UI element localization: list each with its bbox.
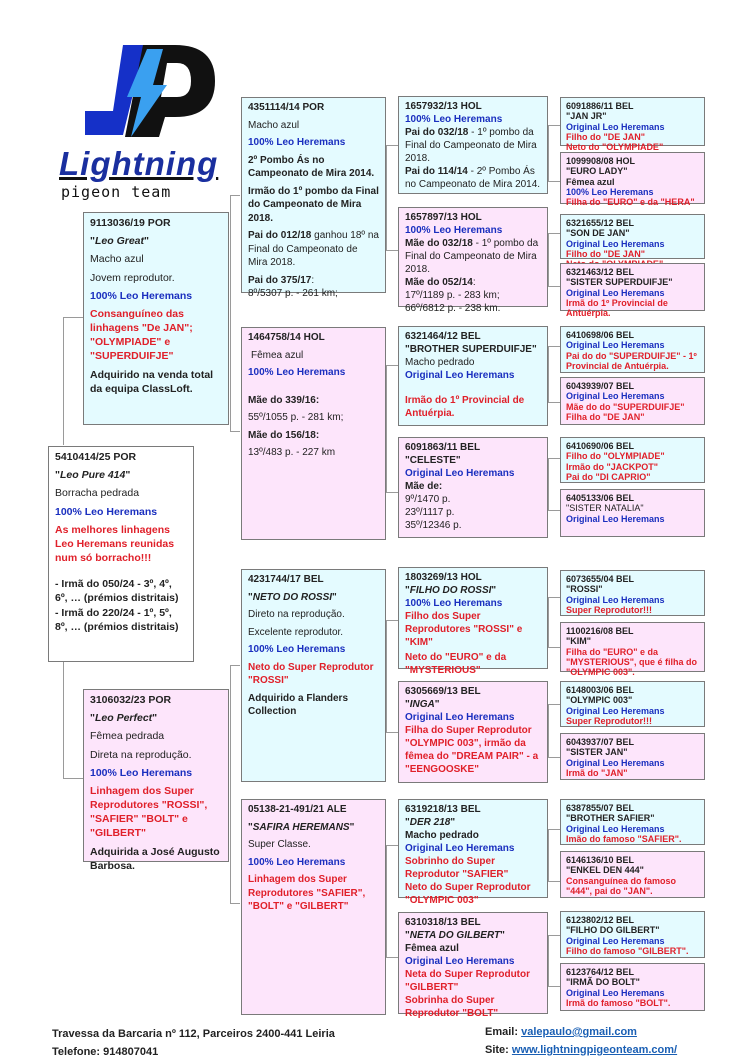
ggp-card[interactable] [398,799,548,906]
ring-number: 6321463/12 BEL [566,267,635,277]
note: Filho dos Super Reprodutores "ROSSI" e "KIM" [405,611,523,648]
note: Pai do "DI CAPRIO" [566,472,651,483]
ggp-card[interactable] [398,437,548,538]
gggp-card[interactable] [560,681,705,727]
ring-number: 1100216/08 BEL [566,626,634,636]
connector [548,510,560,511]
ring-number: 5410414/25 POR [55,451,137,463]
connector [386,365,387,492]
achievement: Irmão do 1º pombo da Final do Campeonato de Mira 2018. [248,185,379,224]
connector [548,597,560,598]
note: Filha do Super Reprodutor "OLYMPIC 003", irmão da fêmea do "DREAM PAIR" - a "EENGOOSKE" [405,725,539,775]
connector [230,431,240,432]
description: Borracha pedrada [55,487,140,500]
connector [548,881,560,882]
achievement: Mãe do 052/14: [405,277,476,288]
connector [548,346,549,402]
connector [230,195,240,196]
pigeon-name: "Leo Perfect" [90,712,158,725]
note: Super Reprodutor!!! [566,716,652,727]
pigeon-name: "BROTHER SUPERDUIFJE" [405,344,537,355]
origin: Original Leo Heremans [405,712,515,723]
pigeon-name: "FILHO DO ROSSI" [405,585,497,596]
result: 55º/1055 p. - 281 km; [248,412,344,423]
gggp-card[interactable] [560,489,705,537]
connector [548,647,560,648]
origin: Original Leo Heremans [566,935,665,946]
origin: 100% Leo Heremans [248,856,346,868]
connector [386,492,398,493]
connector [386,365,398,366]
subject-card[interactable] [48,446,194,662]
ring-number: 6073655/04 BEL [566,574,635,584]
origin: Original Leo Heremans [566,513,665,524]
pigeon-name: "EURO LADY" [566,166,628,177]
origin: 100% Leo Heremans [405,114,503,125]
connector [548,233,549,286]
ring-number: 6310318/13 BEL [405,917,481,928]
ggp-card[interactable] [398,96,548,194]
achievement: - Irmã do 220/24 - 1º, 5º, 8º, … (prémios distritais) [55,606,179,633]
connector [548,125,560,126]
description: Macho azul [248,119,300,131]
note: Pai do do "SUPERDUIFJE" - 1º Provincial de Antuérpia. [566,350,697,372]
connector [386,250,398,251]
achievement: - Irmã do 050/24 - 3º, 4º, 6º, … (prémios distritais) [55,578,179,605]
connector [548,346,560,347]
logo-title: Lightning [59,145,219,182]
result: 8º/5307 p. - 261 km; [248,288,338,299]
note: Irmã do "JAN" [566,768,628,779]
address: Travessa da Barcaria nº 112, Parceiros 2400-441 Leiria [52,1028,335,1040]
ring-number: 1657932/13 HOL [405,101,482,112]
origin: Original Leo Heremans [405,843,515,854]
note: Sobrinho do Super Reprodutor "SAFIER" [405,856,509,880]
note: Neto do Super Reprodutor "OLYMPIC 003" [405,882,531,906]
origin: Original Leo Heremans [566,287,665,298]
pigeon-name: "DER 218" [405,817,456,828]
ggp-card[interactable] [398,681,548,783]
ring-number: 4351114/14 POR [248,102,325,113]
ring-number: 1464758/14 HOL [248,332,325,343]
note: Filho do famoso "GILBERT". [566,946,689,957]
achievement: Pai do 375/17: [248,274,315,286]
pigeon-name: "ROSSI" [566,584,603,595]
origin: Original Leo Heremans [566,823,665,834]
result: 66º/6812 p. - 238 km. [405,303,501,314]
ggp-card[interactable] [398,912,548,1019]
note: Mãe do do "SUPERDUIFJE" [566,401,685,412]
footer-address-block [52,1025,335,1061]
connector [63,317,64,445]
connector [63,778,83,779]
site-link[interactable]: www.lightningpigeonteam.com/ [511,1044,678,1056]
connector [63,317,83,318]
description: Jovem reprodutor. [90,271,175,284]
note: Imão do famoso "SAFIER". [566,834,682,845]
granddam-paternal-card[interactable] [241,327,386,540]
connector [230,195,231,431]
origin: 100% Leo Heremans [55,505,158,518]
note: Filho do "OLYMPIADE" [566,451,665,462]
ring-number: 6319218/13 BEL [405,804,481,815]
lightning-logo [55,45,235,205]
note: Filho do "DE JAN" [566,132,646,143]
gggp-card[interactable] [560,570,705,616]
gggp-card[interactable] [560,377,705,425]
footer-contact-block [485,1023,677,1059]
pigeon-name: "CELESTE" [405,455,461,466]
gggp-card[interactable] [560,437,705,483]
sire-card[interactable] [83,212,229,425]
ggp-card[interactable] [398,326,548,426]
origin: Original Leo Heremans [566,340,665,351]
note: Neto do "OLYMPIADE" [566,142,664,153]
gggp-card[interactable] [560,851,705,898]
note: Neta do Super Reprodutor "GILBERT" [405,969,531,993]
pigeon-name: "ENKEL DEN 444" [566,865,644,876]
achievement: Pai do 012/18 ganhou 18º na Final do Campeonato de Mira 2018. [248,230,379,268]
origin: 100% Leo Heremans [90,766,193,779]
ring-number: 6305669/13 BEL [405,686,481,697]
description: Fêmea azul [251,349,304,361]
ring-number: 3106032/23 POR [90,694,172,706]
origin: 100% Leo Heremans [405,598,503,609]
note: Consanguínea do famoso "444", pai do "JAN". [566,875,677,897]
note: Consanguíneo das linhagens "De JAN"; "OLYMPIADE" e "SUPERDUIFJE" [90,307,193,363]
connector [548,935,549,986]
note: Filha do "EURO" e da "MYSTERIOUS", que é filha do "OLYMPIC 003". [566,646,698,678]
achievement: Mãe do 156/18: [248,429,320,441]
grandsire-paternal-card[interactable] [241,97,386,299]
origin: Original Leo Heremans [566,757,665,768]
result: 35º/12346 p. [405,520,462,531]
origin: Original Leo Heremans [566,238,665,249]
note: Filho do "DE JAN" [566,249,646,260]
connector [386,845,398,846]
description: Direto na reprodução. [248,609,345,620]
connector [386,957,398,958]
pigeon-name: "NETO DO ROSSI" [248,591,337,603]
result: 17º/1189 p. - 283 km; [405,290,500,301]
ggp-card[interactable] [398,207,548,314]
gggp-card[interactable] [560,622,705,678]
description: Fêmea pedrada [90,730,165,743]
connector [548,458,560,459]
note: Neto do "EURO" e da "MYSTERIOUS" [405,652,507,676]
pigeon-name: "JAN JR" [566,111,607,122]
acquisition: Adquirido na venda total da equipa ClassLoft. [90,368,214,395]
origin: Original Leo Heremans [405,468,515,479]
connector [386,732,398,733]
pigeon-name: "FILHO DO GILBERT" [566,925,660,936]
pigeon-name: "SON DE JAN" [566,228,630,239]
pigeon-name: "SISTER JAN" [566,747,628,758]
connector [548,829,560,830]
origin: 100% Leo Heremans [248,367,346,378]
origin: Original Leo Heremans [405,956,515,967]
ring-number: 6321655/12 BEL [566,218,635,228]
note: Linhagem dos Super Reprodutores "ROSSI", "SAFIER" "BOLT" e "GILBERT" [90,784,208,840]
connector [230,665,240,666]
email-link[interactable]: valepaulo@gmail.com [521,1026,637,1038]
site: Site: www.lightningpigeonteam.com/ [485,1044,678,1056]
connector [548,597,549,647]
description: Macho pedrado [405,357,475,368]
ring-number: 6410698/06 BEL [566,330,635,340]
origin: 100% Leo Heremans [405,225,503,236]
pigeon-name: "SAFIRA HEREMANS" [248,821,355,833]
ring-number: 4231744/17 BEL [248,574,324,585]
connector [548,757,560,758]
gggp-card[interactable] [560,152,705,208]
acquisition: Adquirida a José Augusto Barbosa. [90,845,220,872]
note: Filha do "EURO" e da "HERA" [566,197,695,208]
connector [63,662,64,778]
connector [548,181,560,182]
ring-number: 6123802/12 BEL [566,915,635,925]
gggp-card[interactable] [560,97,705,153]
granddam-maternal-card[interactable] [241,799,386,1015]
gggp-card[interactable] [560,263,705,319]
origin: Original Leo Heremans [566,121,665,132]
connector [230,903,240,904]
ring-number: 6043939/07 BEL [566,381,635,391]
ring-number: 6091863/11 BEL [405,442,481,453]
achievement: Mãe do 339/16: [248,394,320,406]
result: 9º/1470 p. [405,494,451,505]
origin: 100% Leo Heremans [566,187,654,198]
logo-subtitle: pigeon team [61,183,172,201]
ring-number: 6148003/06 BEL [566,685,635,695]
connector [548,829,549,881]
origin: 100% Leo Heremans [90,289,193,302]
note: Neto do Super Reprodutor "ROSSI" [248,661,374,686]
ring-number: 6091886/11 BEL [566,101,634,111]
origin: Original Leo Heremans [566,594,665,605]
pigeon-name: "OLYMPIC 003" [566,695,633,706]
note: As melhores linhagens Leo Heremans reunidas num só borracho!!! [55,523,175,565]
note: Irmã do 1º Provincial de Antuérpia. [566,298,668,319]
achievement: Pai do 114/14 - 2º Pombo Ás no Campeonato de Mira 2014. [405,166,541,190]
gggp-card[interactable] [560,911,705,958]
ring-number: 1657897/13 HOL [405,212,482,223]
ring-number: 1803269/13 HOL [405,572,482,583]
ring-number: 6146136/10 BEL [566,855,635,865]
note: Irmão do "JACKPOT" [566,461,659,472]
description: Macho pedrado [405,830,479,841]
pigeon-name: "IRMÃ DO BOLT" [566,977,640,988]
ring-number: 6043937/07 BEL [566,737,635,747]
pigeon-name: "SISTER SUPERDUIFJE" [566,277,673,288]
origin: Original Leo Heremans [405,370,515,381]
connector [548,233,560,234]
connector [386,620,398,621]
connector [548,704,560,705]
pigeon-name: "INGA" [405,699,440,710]
connector [548,704,549,757]
achievement: 2º Pombo Ás no Campeonato de Mira 2014. [248,154,375,179]
description: Macho azul [90,253,144,266]
connector [230,665,231,903]
gggp-card[interactable] [560,733,705,780]
gggp-card[interactable] [560,214,705,259]
email: Email: valepaulo@gmail.com [485,1026,637,1038]
phone: Telefone: 914807041 [52,1046,159,1058]
gggp-card[interactable] [560,326,705,373]
gggp-card[interactable] [560,799,705,845]
gggp-card[interactable] [560,963,705,1011]
ring-number: 1099908/08 HOL [566,156,636,166]
connector [548,125,549,181]
pigeon-name: "BROTHER SAFIER" [566,813,655,824]
pigeon-name: "KIM" [566,636,592,647]
description: Fêmea azul [405,943,459,954]
ring-number: 6410690/06 BEL [566,441,635,451]
ring-number: 05138-21-491/21 ALE [248,804,347,815]
connector [386,145,398,146]
note: Irmã do famoso "BOLT". [566,998,671,1009]
connector [386,845,387,957]
origin: Original Leo Heremans [566,391,665,402]
ring-number: 9113036/19 POR [90,217,171,229]
description: Fêmea azul [566,176,615,187]
ring-number: 6387855/07 BEL [566,803,635,813]
ring-number: 6405133/06 BEL [566,493,635,503]
description: Excelente reprodutor. [248,626,344,638]
achievement: Mãe de: [405,481,443,492]
dam-card[interactable] [83,689,229,872]
acquisition: Adquirido a Flanders Collection [248,692,349,717]
pigeon-name: "Leo Pure 414" [55,469,131,482]
connector [386,620,387,732]
connector [548,986,560,987]
pigeon-name: "NETA DO GILBERT" [405,930,505,941]
origin: Original Leo Heremans [566,705,665,716]
note: Sobrinha do Super Reprodutor "BOLT" [405,995,499,1019]
connector [548,935,560,936]
achievement: Mãe do 032/18 - 1º pombo da Final do Campeonato de Mira 2018. [405,238,539,275]
note: Filha do "DE JAN" [566,412,645,423]
description: Direta na reprodução. [90,748,192,761]
grandsire-maternal-card[interactable] [241,569,386,782]
pigeon-name: "Leo Great" [90,235,149,248]
origin: 100% Leo Heremans [248,644,346,655]
connector [548,286,560,287]
result: 23º/1117 p. [405,507,455,518]
description: Super Classe. [248,839,311,850]
ggp-card[interactable] [398,567,548,676]
pigeon-name: "SISTER NATALIA" [566,503,644,514]
note: Linhagem dos Super Reprodutores "SAFIER", "BOLT" e "GILBERT" [248,874,366,912]
achievement: Pai do 032/18 - 1º pombo da Final do Campeonato de Mira 2018. [405,127,537,164]
ring-number: 6321464/12 BEL [405,331,481,342]
origin: 100% Leo Heremans [248,137,346,148]
origin: Original Leo Heremans [566,987,665,998]
connector [386,145,387,250]
connector [548,402,560,403]
note: Super Reprodutor!!! [566,605,652,616]
connector [548,458,549,510]
result: 13º/483 p. - 227 km [248,447,336,458]
note: Irmão do 1º Provincial de Antuérpia. [405,395,525,419]
ring-number: 6123764/12 BEL [566,967,635,977]
